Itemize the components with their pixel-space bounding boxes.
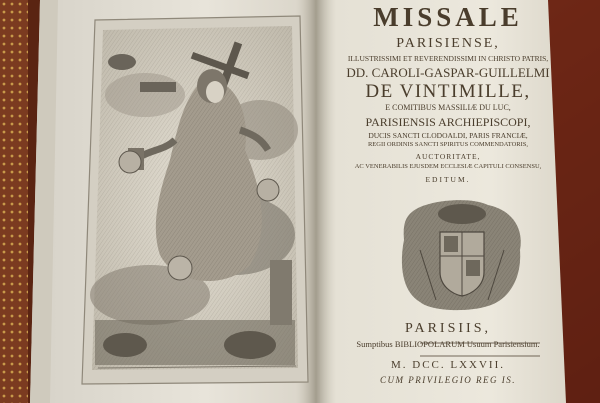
- title-line-3: DE VINTIMILLE,: [365, 81, 531, 102]
- imprint-privilege: CUM PRIVILEGIO REG IS.: [380, 375, 516, 385]
- book-subtitle: PARISIENSE,: [396, 36, 500, 51]
- title-line-2: DD. CAROLI-GASPAR-GUILLELMI: [346, 65, 550, 80]
- frontispiece-engraving: [82, 16, 308, 384]
- title-line-5: PARISIENSIS ARCHIEPISCOPI,: [365, 115, 531, 129]
- book-title: MISSALE: [373, 2, 523, 32]
- title-line-1: ILLUSTRISSIMI ET REVERENDISSIMI IN CHRISTO PATRIS,: [347, 54, 549, 63]
- title-line-8: AUCTORITATE,: [415, 152, 481, 161]
- title-line-7: REGII ORDINIS SANCTI SPIRITUS COMMENDATORIS,: [367, 141, 529, 148]
- title-line-4: E COMITIBUS MASSILIÆ DU LUC,: [385, 103, 511, 112]
- coat-of-arms-seal: [402, 200, 521, 310]
- imprint-city: PARISIIS,: [404, 321, 491, 336]
- imprint-publisher: Sumptibus BIBLIOPOLARUM Usuum Parisiensium.: [356, 339, 540, 349]
- imprint-date: M. DCC. LXXVII.: [390, 359, 506, 371]
- title-line-10: EDITUM.: [425, 175, 471, 184]
- title-line-9: AC VENERABILIS EJUSDEM ECCLESIÆ CAPITULI CONSENSU,: [354, 163, 542, 170]
- title-line-6: DUCIS SANCTI CLODOALDI, PARIS FRANCIÆ,: [368, 131, 528, 140]
